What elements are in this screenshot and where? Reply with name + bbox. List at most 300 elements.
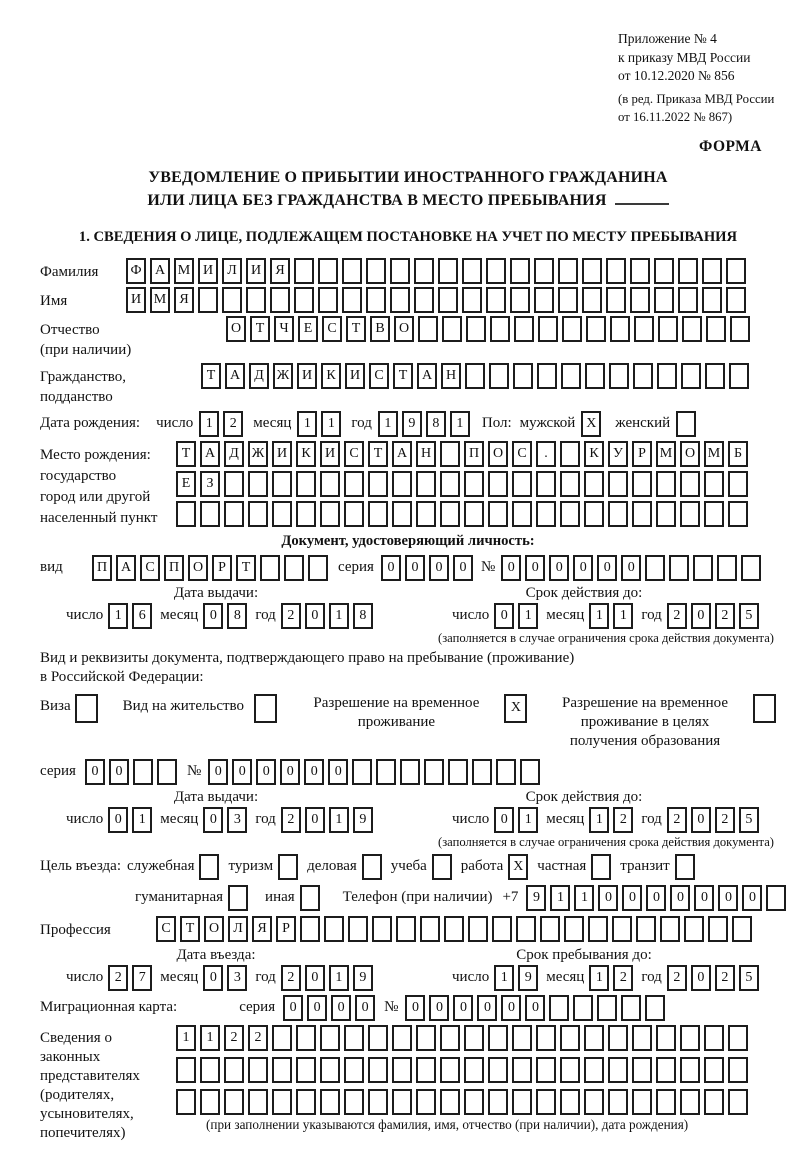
char-cell[interactable]: 2: [281, 603, 301, 629]
char-cell[interactable]: [342, 258, 362, 284]
char-cell[interactable]: [728, 1025, 748, 1051]
char-cell[interactable]: [416, 1057, 436, 1083]
char-cell[interactable]: И: [198, 258, 218, 284]
char-cell[interactable]: [540, 916, 560, 942]
char-cell[interactable]: [537, 363, 557, 389]
char-cell[interactable]: [591, 854, 611, 880]
char-cell[interactable]: [284, 555, 304, 581]
char-cell[interactable]: 1: [378, 411, 398, 437]
char-cell[interactable]: [606, 287, 626, 313]
char-cell[interactable]: 0: [549, 555, 569, 581]
char-cell[interactable]: [516, 916, 536, 942]
char-cell[interactable]: [704, 1025, 724, 1051]
char-cell[interactable]: 5: [739, 603, 759, 629]
char-cell[interactable]: 0: [203, 807, 223, 833]
char-cell[interactable]: С: [322, 316, 342, 342]
char-cell[interactable]: 2: [248, 1025, 268, 1051]
char-cell[interactable]: [300, 916, 320, 942]
char-cell[interactable]: [424, 759, 444, 785]
char-cell[interactable]: [418, 316, 438, 342]
char-cell[interactable]: [414, 287, 434, 313]
char-cell[interactable]: 2: [281, 807, 301, 833]
char-cell[interactable]: Л: [222, 258, 242, 284]
char-cell[interactable]: 1: [329, 965, 349, 991]
char-cell[interactable]: [248, 471, 268, 497]
char-cell[interactable]: [272, 1057, 292, 1083]
char-cell[interactable]: [656, 471, 676, 497]
char-cell[interactable]: 0: [305, 807, 325, 833]
char-cell[interactable]: 0: [85, 759, 105, 785]
char-cell[interactable]: [248, 1057, 268, 1083]
char-cell[interactable]: [717, 555, 737, 581]
char-cell[interactable]: [448, 759, 468, 785]
char-cell[interactable]: [320, 1025, 340, 1051]
char-cell[interactable]: [562, 316, 582, 342]
char-cell[interactable]: 0: [501, 995, 521, 1021]
char-cell[interactable]: [510, 287, 530, 313]
char-cell[interactable]: [468, 916, 488, 942]
char-cell[interactable]: [440, 441, 460, 467]
char-cell[interactable]: 1: [108, 603, 128, 629]
char-cell[interactable]: Ч: [274, 316, 294, 342]
char-cell[interactable]: О: [188, 555, 208, 581]
char-cell[interactable]: [296, 501, 316, 527]
char-cell[interactable]: 1: [550, 885, 570, 911]
char-cell[interactable]: [728, 501, 748, 527]
char-cell[interactable]: [366, 287, 386, 313]
char-cell[interactable]: [512, 1025, 532, 1051]
char-cell[interactable]: [510, 258, 530, 284]
char-cell[interactable]: 0: [208, 759, 228, 785]
char-cell[interactable]: [224, 471, 244, 497]
char-cell[interactable]: З: [200, 471, 220, 497]
char-cell[interactable]: [466, 316, 486, 342]
char-cell[interactable]: 0: [477, 995, 497, 1021]
char-cell[interactable]: [636, 916, 656, 942]
char-cell[interactable]: 0: [494, 603, 514, 629]
char-cell[interactable]: [702, 258, 722, 284]
char-cell[interactable]: [632, 1057, 652, 1083]
char-cell[interactable]: [278, 854, 298, 880]
char-cell[interactable]: [296, 1057, 316, 1083]
char-cell[interactable]: [440, 1025, 460, 1051]
char-cell[interactable]: 6: [132, 603, 152, 629]
char-cell[interactable]: А: [417, 363, 437, 389]
char-cell[interactable]: Н: [441, 363, 461, 389]
char-cell[interactable]: [176, 501, 196, 527]
char-cell[interactable]: [630, 258, 650, 284]
char-cell[interactable]: 0: [453, 995, 473, 1021]
char-cell[interactable]: 0: [283, 995, 303, 1021]
char-cell[interactable]: 0: [670, 885, 690, 911]
char-cell[interactable]: [344, 1057, 364, 1083]
char-cell[interactable]: Е: [298, 316, 318, 342]
char-cell[interactable]: 0: [718, 885, 738, 911]
char-cell[interactable]: [549, 995, 569, 1021]
char-cell[interactable]: [584, 1089, 604, 1115]
char-cell[interactable]: 8: [353, 603, 373, 629]
char-cell[interactable]: [560, 1025, 580, 1051]
char-cell[interactable]: [75, 694, 98, 723]
char-cell[interactable]: 0: [646, 885, 666, 911]
char-cell[interactable]: [308, 555, 328, 581]
char-cell[interactable]: 3: [227, 807, 247, 833]
char-cell[interactable]: 1: [589, 965, 609, 991]
char-cell[interactable]: [657, 363, 677, 389]
char-cell[interactable]: [320, 501, 340, 527]
char-cell[interactable]: [368, 1025, 388, 1051]
char-cell[interactable]: И: [246, 258, 266, 284]
char-cell[interactable]: С: [140, 555, 160, 581]
char-cell[interactable]: [200, 1089, 220, 1115]
char-cell[interactable]: 2: [223, 411, 243, 437]
char-cell[interactable]: Д: [249, 363, 269, 389]
char-cell[interactable]: [488, 471, 508, 497]
char-cell[interactable]: [741, 555, 761, 581]
char-cell[interactable]: М: [150, 287, 170, 313]
char-cell[interactable]: [536, 1025, 556, 1051]
char-cell[interactable]: 0: [622, 885, 642, 911]
char-cell[interactable]: [432, 854, 452, 880]
char-cell[interactable]: [438, 287, 458, 313]
char-cell[interactable]: 0: [501, 555, 521, 581]
char-cell[interactable]: [726, 258, 746, 284]
char-cell[interactable]: [492, 916, 512, 942]
char-cell[interactable]: 0: [694, 885, 714, 911]
char-cell[interactable]: 0: [494, 807, 514, 833]
char-cell[interactable]: 0: [280, 759, 300, 785]
char-cell[interactable]: Т: [346, 316, 366, 342]
char-cell[interactable]: [693, 555, 713, 581]
char-cell[interactable]: [729, 363, 749, 389]
char-cell[interactable]: [708, 916, 728, 942]
char-cell[interactable]: И: [126, 287, 146, 313]
char-cell[interactable]: [464, 501, 484, 527]
char-cell[interactable]: [344, 471, 364, 497]
char-cell[interactable]: [462, 287, 482, 313]
char-cell[interactable]: 0: [256, 759, 276, 785]
char-cell[interactable]: Т: [236, 555, 256, 581]
char-cell[interactable]: А: [116, 555, 136, 581]
char-cell[interactable]: [656, 1025, 676, 1051]
char-cell[interactable]: 0: [621, 555, 641, 581]
char-cell[interactable]: С: [156, 916, 176, 942]
char-cell[interactable]: 9: [526, 885, 546, 911]
char-cell[interactable]: Т: [250, 316, 270, 342]
char-cell[interactable]: [362, 854, 382, 880]
char-cell[interactable]: 9: [518, 965, 538, 991]
char-cell[interactable]: 2: [715, 965, 735, 991]
char-cell[interactable]: 0: [691, 603, 711, 629]
char-cell[interactable]: 8: [426, 411, 446, 437]
char-cell[interactable]: [489, 363, 509, 389]
char-cell[interactable]: 9: [353, 807, 373, 833]
char-cell[interactable]: [560, 441, 580, 467]
char-cell[interactable]: [224, 1089, 244, 1115]
char-cell[interactable]: Я: [270, 258, 290, 284]
char-cell[interactable]: [300, 885, 320, 911]
char-cell[interactable]: 2: [613, 965, 633, 991]
char-cell[interactable]: [608, 1057, 628, 1083]
char-cell[interactable]: [608, 471, 628, 497]
char-cell[interactable]: [372, 916, 392, 942]
char-cell[interactable]: [680, 1057, 700, 1083]
char-cell[interactable]: [392, 501, 412, 527]
char-cell[interactable]: [632, 1025, 652, 1051]
char-cell[interactable]: [272, 1025, 292, 1051]
char-cell[interactable]: 9: [402, 411, 422, 437]
char-cell[interactable]: [726, 287, 746, 313]
char-cell[interactable]: 3: [227, 965, 247, 991]
char-cell[interactable]: [228, 885, 248, 911]
char-cell[interactable]: 1: [518, 603, 538, 629]
char-cell[interactable]: 0: [381, 555, 401, 581]
char-cell[interactable]: [296, 471, 316, 497]
char-cell[interactable]: [560, 1089, 580, 1115]
char-cell[interactable]: [488, 1025, 508, 1051]
char-cell[interactable]: [472, 759, 492, 785]
char-cell[interactable]: [392, 1089, 412, 1115]
char-cell[interactable]: [704, 501, 724, 527]
char-cell[interactable]: [444, 916, 464, 942]
char-cell[interactable]: Ф: [126, 258, 146, 284]
char-cell[interactable]: [680, 1025, 700, 1051]
char-cell[interactable]: [320, 471, 340, 497]
char-cell[interactable]: [702, 287, 722, 313]
char-cell[interactable]: 0: [742, 885, 762, 911]
char-cell[interactable]: М: [656, 441, 676, 467]
char-cell[interactable]: [536, 1089, 556, 1115]
char-cell[interactable]: [464, 1057, 484, 1083]
char-cell[interactable]: [680, 1089, 700, 1115]
char-cell[interactable]: 0: [453, 555, 473, 581]
char-cell[interactable]: [198, 287, 218, 313]
char-cell[interactable]: [396, 916, 416, 942]
char-cell[interactable]: [597, 995, 617, 1021]
char-cell[interactable]: О: [680, 441, 700, 467]
char-cell[interactable]: 0: [573, 555, 593, 581]
char-cell[interactable]: [272, 501, 292, 527]
char-cell[interactable]: [390, 258, 410, 284]
char-cell[interactable]: [621, 995, 641, 1021]
char-cell[interactable]: Т: [180, 916, 200, 942]
char-cell[interactable]: X: [504, 694, 527, 723]
char-cell[interactable]: Р: [632, 441, 652, 467]
char-cell[interactable]: [392, 471, 412, 497]
char-cell[interactable]: [660, 916, 680, 942]
char-cell[interactable]: С: [369, 363, 389, 389]
char-cell[interactable]: [464, 1025, 484, 1051]
char-cell[interactable]: [318, 258, 338, 284]
char-cell[interactable]: [675, 854, 695, 880]
char-cell[interactable]: [176, 1089, 196, 1115]
char-cell[interactable]: Т: [393, 363, 413, 389]
char-cell[interactable]: [176, 1057, 196, 1083]
char-cell[interactable]: [658, 316, 678, 342]
char-cell[interactable]: [630, 287, 650, 313]
char-cell[interactable]: 2: [613, 807, 633, 833]
char-cell[interactable]: [704, 1057, 724, 1083]
char-cell[interactable]: [656, 1057, 676, 1083]
char-cell[interactable]: [320, 1057, 340, 1083]
char-cell[interactable]: 1: [518, 807, 538, 833]
char-cell[interactable]: [536, 471, 556, 497]
char-cell[interactable]: 1: [199, 411, 219, 437]
char-cell[interactable]: Р: [276, 916, 296, 942]
char-cell[interactable]: Ж: [248, 441, 268, 467]
char-cell[interactable]: С: [512, 441, 532, 467]
char-cell[interactable]: [730, 316, 750, 342]
char-cell[interactable]: [462, 258, 482, 284]
char-cell[interactable]: У: [608, 441, 628, 467]
char-cell[interactable]: [488, 1057, 508, 1083]
char-cell[interactable]: О: [394, 316, 414, 342]
char-cell[interactable]: [573, 995, 593, 1021]
char-cell[interactable]: 0: [305, 603, 325, 629]
char-cell[interactable]: [612, 916, 632, 942]
char-cell[interactable]: 0: [109, 759, 129, 785]
char-cell[interactable]: 7: [132, 965, 152, 991]
char-cell[interactable]: 5: [739, 965, 759, 991]
char-cell[interactable]: 1: [329, 603, 349, 629]
char-cell[interactable]: [669, 555, 689, 581]
char-cell[interactable]: [248, 1089, 268, 1115]
char-cell[interactable]: [512, 501, 532, 527]
char-cell[interactable]: [440, 501, 460, 527]
char-cell[interactable]: [606, 258, 626, 284]
char-cell[interactable]: К: [296, 441, 316, 467]
char-cell[interactable]: [706, 316, 726, 342]
char-cell[interactable]: [416, 501, 436, 527]
char-cell[interactable]: [392, 1057, 412, 1083]
char-cell[interactable]: К: [321, 363, 341, 389]
char-cell[interactable]: [512, 471, 532, 497]
char-cell[interactable]: 1: [589, 603, 609, 629]
char-cell[interactable]: [520, 759, 540, 785]
char-cell[interactable]: 0: [328, 759, 348, 785]
char-cell[interactable]: [728, 1057, 748, 1083]
char-cell[interactable]: 2: [224, 1025, 244, 1051]
char-cell[interactable]: 0: [525, 555, 545, 581]
char-cell[interactable]: Б: [728, 441, 748, 467]
char-cell[interactable]: Т: [176, 441, 196, 467]
char-cell[interactable]: И: [272, 441, 292, 467]
char-cell[interactable]: [246, 287, 266, 313]
char-cell[interactable]: [488, 1089, 508, 1115]
char-cell[interactable]: [676, 411, 696, 437]
char-cell[interactable]: [682, 316, 702, 342]
char-cell[interactable]: [324, 916, 344, 942]
char-cell[interactable]: [513, 363, 533, 389]
char-cell[interactable]: [416, 471, 436, 497]
char-cell[interactable]: [645, 555, 665, 581]
char-cell[interactable]: 1: [200, 1025, 220, 1051]
char-cell[interactable]: [486, 258, 506, 284]
char-cell[interactable]: 2: [667, 807, 687, 833]
char-cell[interactable]: [632, 471, 652, 497]
char-cell[interactable]: [512, 1089, 532, 1115]
char-cell[interactable]: В: [370, 316, 390, 342]
char-cell[interactable]: [344, 1025, 364, 1051]
char-cell[interactable]: [656, 501, 676, 527]
char-cell[interactable]: [680, 501, 700, 527]
char-cell[interactable]: [585, 363, 605, 389]
char-cell[interactable]: О: [488, 441, 508, 467]
char-cell[interactable]: [438, 258, 458, 284]
char-cell[interactable]: [538, 316, 558, 342]
char-cell[interactable]: X: [508, 854, 528, 880]
char-cell[interactable]: [200, 1057, 220, 1083]
char-cell[interactable]: [420, 916, 440, 942]
char-cell[interactable]: Д: [224, 441, 244, 467]
char-cell[interactable]: Л: [228, 916, 248, 942]
char-cell[interactable]: 0: [305, 965, 325, 991]
char-cell[interactable]: 1: [329, 807, 349, 833]
char-cell[interactable]: [272, 1089, 292, 1115]
char-cell[interactable]: [366, 258, 386, 284]
char-cell[interactable]: [684, 916, 704, 942]
char-cell[interactable]: [766, 885, 786, 911]
char-cell[interactable]: [296, 1025, 316, 1051]
char-cell[interactable]: [490, 316, 510, 342]
char-cell[interactable]: [348, 916, 368, 942]
char-cell[interactable]: 0: [525, 995, 545, 1021]
char-cell[interactable]: [560, 471, 580, 497]
char-cell[interactable]: 0: [307, 995, 327, 1021]
char-cell[interactable]: Ж: [273, 363, 293, 389]
char-cell[interactable]: 8: [227, 603, 247, 629]
char-cell[interactable]: И: [297, 363, 317, 389]
char-cell[interactable]: [368, 471, 388, 497]
char-cell[interactable]: [376, 759, 396, 785]
char-cell[interactable]: [512, 1057, 532, 1083]
char-cell[interactable]: [368, 1089, 388, 1115]
char-cell[interactable]: [586, 316, 606, 342]
char-cell[interactable]: [400, 759, 420, 785]
char-cell[interactable]: 2: [715, 807, 735, 833]
char-cell[interactable]: 1: [574, 885, 594, 911]
char-cell[interactable]: 1: [297, 411, 317, 437]
char-cell[interactable]: А: [392, 441, 412, 467]
char-cell[interactable]: 2: [667, 603, 687, 629]
char-cell[interactable]: [133, 759, 153, 785]
char-cell[interactable]: [440, 471, 460, 497]
char-cell[interactable]: [608, 501, 628, 527]
char-cell[interactable]: И: [345, 363, 365, 389]
char-cell[interactable]: [488, 501, 508, 527]
char-cell[interactable]: 0: [304, 759, 324, 785]
char-cell[interactable]: Я: [252, 916, 272, 942]
char-cell[interactable]: 2: [715, 603, 735, 629]
char-cell[interactable]: [560, 1057, 580, 1083]
char-cell[interactable]: [486, 287, 506, 313]
char-cell[interactable]: П: [464, 441, 484, 467]
char-cell[interactable]: 0: [203, 603, 223, 629]
char-cell[interactable]: [157, 759, 177, 785]
char-cell[interactable]: [352, 759, 372, 785]
char-cell[interactable]: [199, 854, 219, 880]
char-cell[interactable]: [680, 471, 700, 497]
char-cell[interactable]: 1: [613, 603, 633, 629]
char-cell[interactable]: 0: [203, 965, 223, 991]
char-cell[interactable]: [368, 501, 388, 527]
char-cell[interactable]: А: [200, 441, 220, 467]
char-cell[interactable]: [582, 258, 602, 284]
char-cell[interactable]: 0: [691, 965, 711, 991]
char-cell[interactable]: [705, 363, 725, 389]
char-cell[interactable]: 0: [429, 555, 449, 581]
char-cell[interactable]: [645, 995, 665, 1021]
